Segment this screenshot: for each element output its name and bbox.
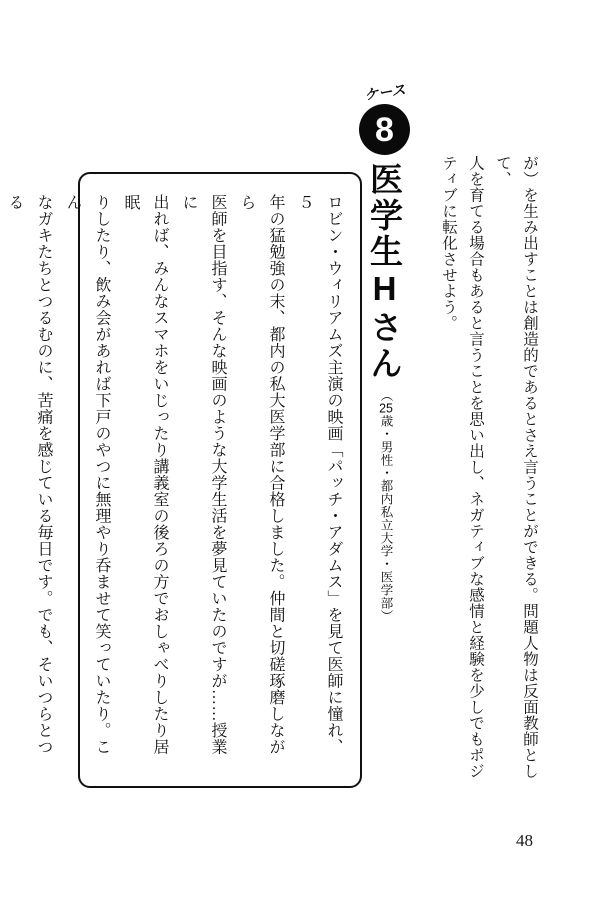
case-number-badge — [359, 104, 410, 155]
subtitle-age-number: 25 — [379, 402, 393, 415]
text-line: 出れば、みんなスマホをいじったり講義室の後ろの方でおしゃべりしたり居眠 — [122, 194, 168, 755]
case-badge-label: ケース — [363, 81, 407, 103]
text-line: なガキたちとつるむのに、苦痛を感じている毎日です。でも、そいつらとつる — [6, 194, 52, 755]
case-number: 8 — [375, 110, 394, 149]
case-box — [6, 172, 362, 788]
intro-paragraph — [435, 155, 543, 803]
text-line: ティブに転化させよう。 — [440, 155, 457, 331]
text-line: 年の猛勉強の末、都内の私大医学部に合格しました。仲間と切磋琢磨しながら — [238, 194, 284, 755]
text-line: ロビン・ウィリアムズ主演の映画「パッチ・アダムス」を見て医師に憧れ、５ — [296, 194, 342, 755]
case-subtitle — [377, 389, 395, 623]
case-body-text — [6, 194, 348, 770]
text-line: 人を育てる場合もあると言うことを思い出し、ネガティブな感情と経験を少しでもポジ — [467, 155, 484, 779]
text-line: 医師を目指す、そんな映画のような大学生活を夢見ていたのですが……授業に — [180, 194, 226, 755]
subtitle-open-paren: （ — [379, 389, 393, 402]
subtitle-rest: 歳・男性・都内私立大学・医学部） — [379, 414, 393, 623]
text-line: りしたり、飲み会があれば下戸のやつに無理やり呑ませて笑っていたり。こん — [64, 194, 110, 755]
case-heading: 医学生Hさん — [366, 162, 403, 382]
page-number: 48 — [516, 831, 533, 850]
text-line: が）を生み出すことは創造的であるとさえ言うことができる。問題人物は反面教師として、 — [494, 155, 538, 779]
